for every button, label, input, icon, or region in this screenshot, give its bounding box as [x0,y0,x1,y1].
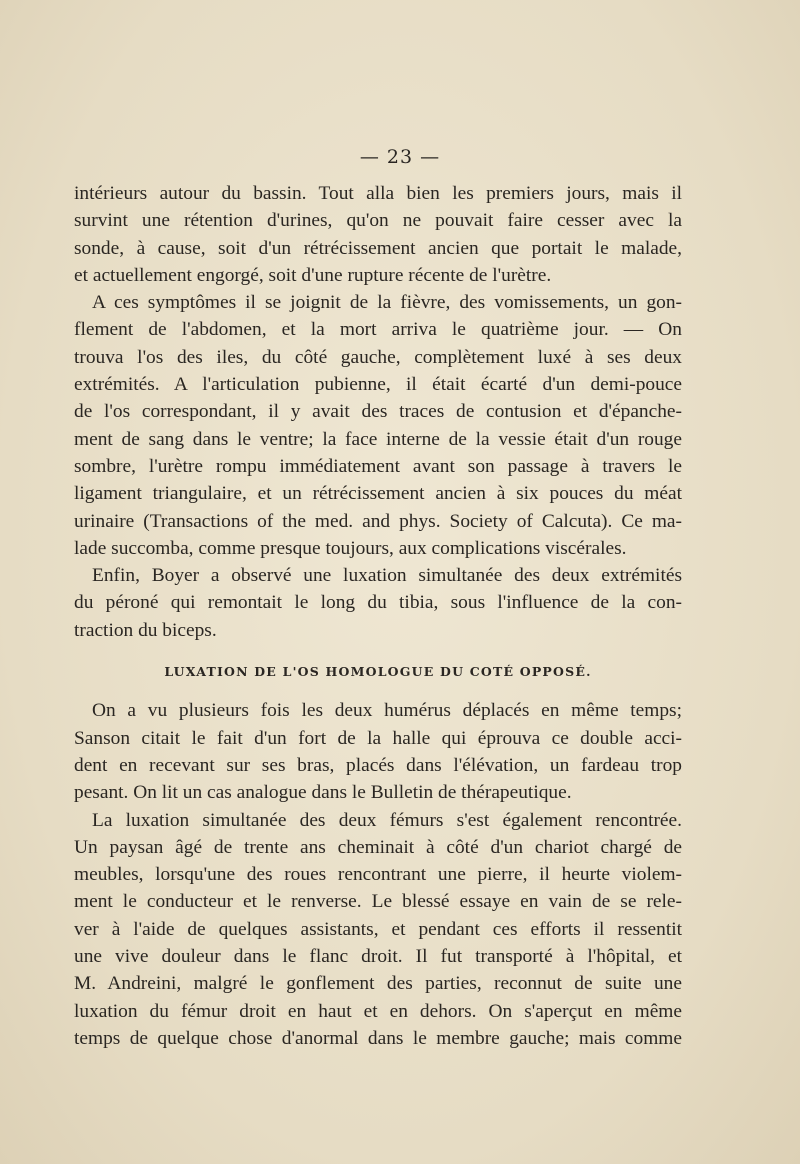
text-line: temps de quelque chose d'anormal dans le membre gauche; mais comme [74,1027,682,1049]
text-line: luxation du fémur droit en haut et en dehors. On s'aperçut en même [74,1000,682,1022]
body-text [74,180,682,1052]
text-line: de l'os correspondant, il y avait des traces de contusion et d'épanche- [74,401,682,423]
paragraph [74,562,682,644]
paragraph [74,697,682,806]
text-line: survint une rétention d'urines, qu'on ne pouvait faire cesser avec la [74,210,682,232]
text-line: dent en recevant sur ses bras, placés dans l'élévation, un fardeau trop [74,754,682,776]
text-line: une vive douleur dans le flanc droit. Il fut transporté à l'hôpital, et [74,946,682,968]
text-line: M. Andreini, malgré le gonflement des parties, reconnut de suite une [74,973,682,995]
text-line: Enfin, Boyer a observé une luxation simultanée des deux extrémités [92,565,682,587]
text-line: ligament triangulaire, et un rétrécissement ancien à six pouces du méat [74,483,682,505]
text-line: Un paysan âgé de trente ans cheminait à côté d'un chariot chargé de [74,836,682,858]
paragraph [74,289,682,562]
text-line: sonde, à cause, soit d'un rétrécissement ancien que portait le malade, [74,237,682,259]
paragraph [74,807,682,1053]
text-line: extrémités. A l'articulation pubienne, il était écarté d'un demi-pouce [74,374,682,396]
text-line: intérieurs autour du bassin. Tout alla bien les premiers jours, mais il [74,183,682,204]
text-line: ment de sang dans le ventre; la face interne de la vessie était d'un rouge [74,428,682,450]
text-line: du péroné qui remontait le long du tibia, sous l'influence de la con- [74,592,682,614]
text-line: On a vu plusieurs fois les deux humérus déplacés en même temps; [92,700,682,722]
text-line: flement de l'abdomen, et la mort arriva le quatrième jour. — On [74,319,682,341]
text-line: Sanson citait le fait d'un fort de la halle qui éprouva ce double acci- [74,727,682,749]
text-line: meubles, lorsqu'une des roues rencontrant une pierre, il heurte violem- [74,864,682,886]
text-line: pesant. On lit un cas analogue dans le Bulletin de thérapeutique. [74,782,572,804]
text-line: urinaire (Transactions of the med. and phys. Society of Calcuta). Ce ma- [74,510,682,532]
text-line: A ces symptômes il se joignit de la fièvre, des vomissements, un gon- [92,292,682,314]
text-line: sombre, l'urètre rompu immédiatement avant son passage à travers le [74,455,682,477]
section-heading: LUXATION DE L'OS HOMOLOGUE DU COTÉ OPPOSÉ. [164,664,592,680]
text-line: et actuellement engorgé, soit d'une rupture récente de l'urètre. [74,264,552,286]
page-number: — 23 — [359,146,441,168]
text-line: ver à l'aide de quelques assistants, et pendant ces efforts il ressentit [74,918,682,940]
paragraph [74,180,682,289]
text-line: trouva l'os des iles, du côté gauche, complètement luxé à ses deux [74,346,682,368]
text-line: La luxation simultanée des deux fémurs s'est également rencontrée. [92,809,682,831]
text-line: ment le conducteur et le renverse. Le blessé essaye en vain de se rele- [74,891,682,913]
text-line: traction du biceps. [74,619,217,641]
text-line: lade succomba, comme presque toujours, aux complications viscérales. [74,537,627,559]
